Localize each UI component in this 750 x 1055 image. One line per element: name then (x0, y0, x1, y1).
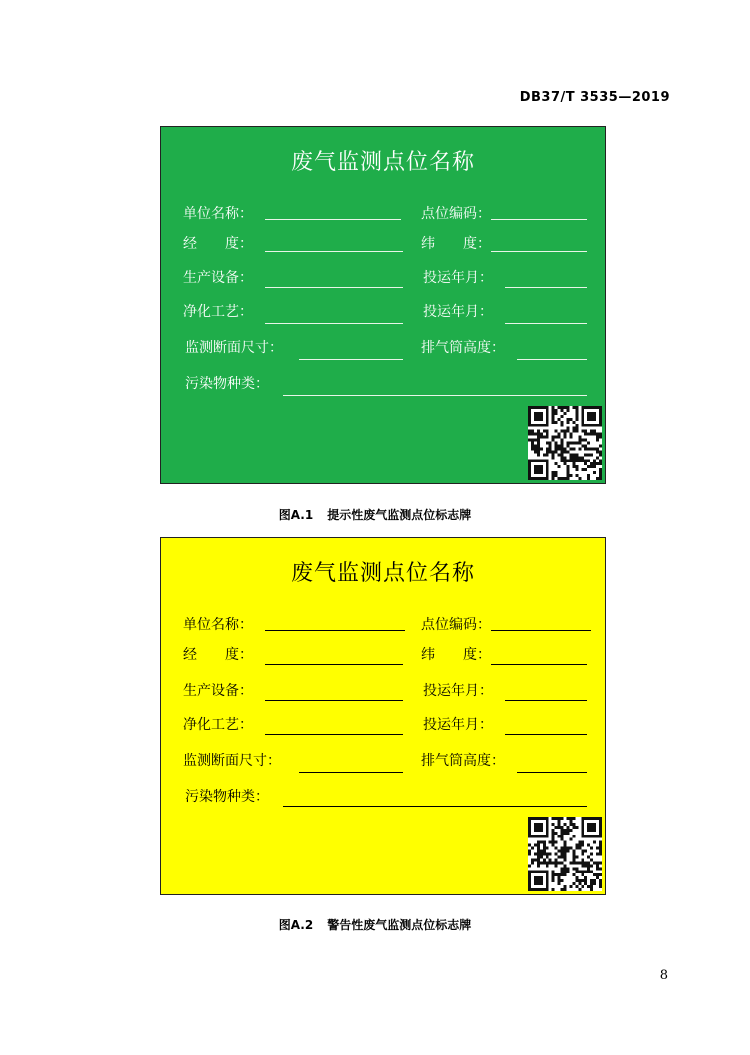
equipment-label: 生产设备： (183, 270, 253, 286)
sign-title: 废气监测点位名称 (290, 561, 475, 586)
process-line (265, 734, 403, 735)
pollutants-line (283, 806, 587, 807)
latitude-line (491, 251, 587, 252)
equipment-date-line (505, 287, 587, 288)
unit-name-line (265, 630, 405, 631)
qr-code-icon (528, 406, 602, 480)
sign-title: 废气监测点位名称 (290, 150, 475, 175)
process-label: 净化工艺： (183, 304, 253, 320)
unit-name-label: 单位名称： (183, 617, 253, 633)
pollutants-label: 污染物种类： (185, 789, 269, 805)
section-size-line (299, 359, 403, 360)
document-code: DB37/T 3535—2019 (519, 90, 670, 105)
longitude-label: 经 度： (183, 647, 253, 663)
equipment-label: 生产设备： (183, 683, 253, 699)
point-code-label: 点位编码： (421, 206, 491, 222)
longitude-label: 经 度： (183, 236, 253, 252)
caption-number: 图A.2 (278, 918, 314, 932)
latitude-label: 纬 度： (421, 236, 491, 252)
process-date-line (505, 734, 587, 735)
section-size-label: 监测断面尺寸： (183, 753, 281, 769)
latitude-line (491, 664, 587, 665)
caption-text: 提示性废气监测点位标志牌 (327, 508, 472, 522)
equipment-line (265, 700, 403, 701)
page-number: 8 (659, 968, 668, 983)
equipment-date-label: 投运年月： (423, 683, 493, 699)
figure-caption-a1 (0, 506, 750, 523)
prompt-sign-green (160, 126, 606, 484)
figure-caption-a2 (0, 916, 750, 933)
section-size-label: 监测断面尺寸： (185, 340, 283, 356)
caption-number: 图A.1 (278, 508, 314, 522)
equipment-date-line (505, 700, 587, 701)
caption-text: 警告性废气监测点位标志牌 (327, 918, 472, 932)
point-code-line (491, 630, 591, 631)
process-date-label: 投运年月： (423, 717, 493, 733)
stack-height-label: 排气筒高度： (421, 340, 505, 356)
process-label: 净化工艺： (183, 717, 253, 733)
point-code-label: 点位编码： (421, 617, 491, 633)
longitude-line (265, 664, 403, 665)
latitude-label: 纬 度： (421, 647, 491, 663)
pollutants-label: 污染物种类： (185, 376, 269, 392)
process-line (265, 323, 403, 324)
stack-height-line (517, 359, 587, 360)
process-date-line (505, 323, 587, 324)
process-date-label: 投运年月： (423, 304, 493, 320)
pollutants-line (283, 395, 587, 396)
qr-code-icon (528, 817, 602, 891)
equipment-date-label: 投运年月： (423, 270, 493, 286)
equipment-line (265, 287, 403, 288)
longitude-line (265, 251, 403, 252)
stack-height-label: 排气筒高度： (421, 753, 505, 769)
warning-sign-yellow (160, 537, 606, 895)
unit-name-label: 单位名称： (183, 206, 253, 222)
unit-name-line (265, 219, 401, 220)
section-size-line (299, 772, 403, 773)
point-code-line (491, 219, 587, 220)
stack-height-line (517, 772, 587, 773)
